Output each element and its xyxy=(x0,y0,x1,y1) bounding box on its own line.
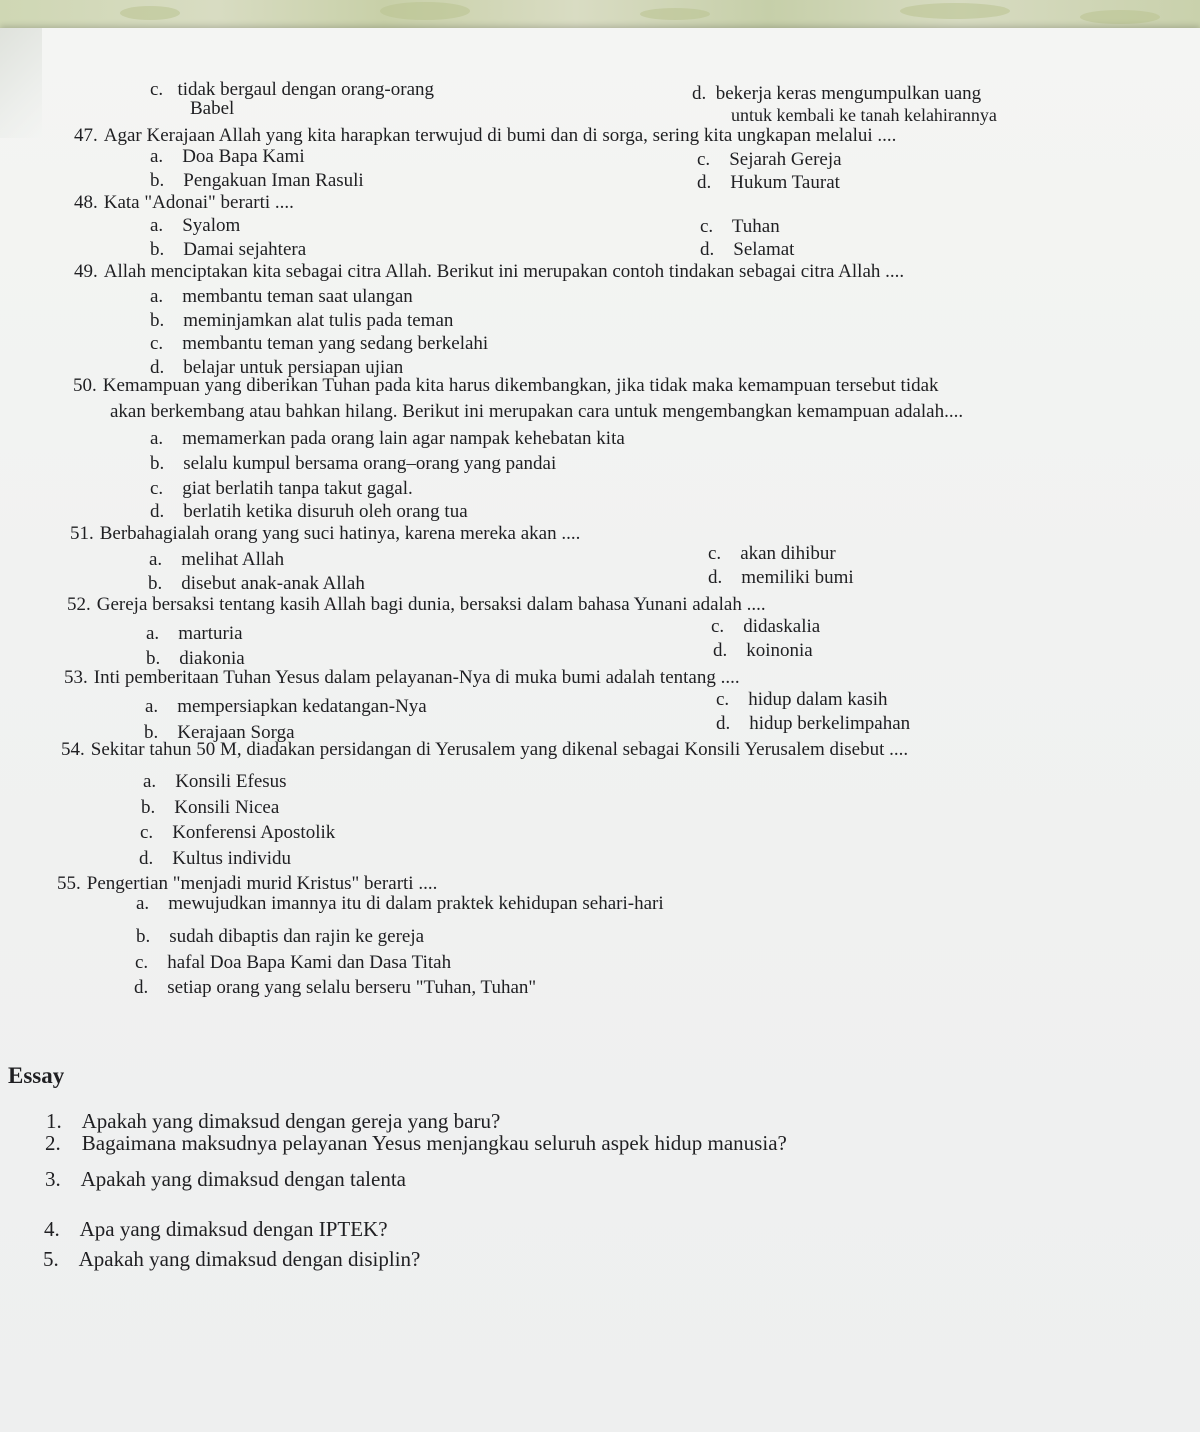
q54-option-c: c. Konferensi Apostolik xyxy=(140,822,336,843)
q53-option-c: c. hidup dalam kasih xyxy=(716,689,888,710)
q55-option-b: b. sudah dibaptis dan rajin ke gereja xyxy=(136,926,425,947)
q50-option-c: c. giat berlatih tanpa takut gagal. xyxy=(150,478,413,499)
essay-heading: Essay xyxy=(8,1063,65,1088)
essay-item-5: 5. Apakah yang dimaksud dengan disiplin? xyxy=(43,1247,421,1271)
q53-option-d: d. hidup berkelimpahan xyxy=(716,713,911,734)
q53-option-a: a. mempersiapkan kedatangan-Nya xyxy=(145,696,427,717)
essay-item-4: 4. Apa yang dimaksud dengan IPTEK? xyxy=(44,1217,388,1241)
essay-item-1: 1. Apakah yang dimaksud dengan gereja yang baru? xyxy=(46,1109,501,1133)
q51-option-c: c. akan dihibur xyxy=(708,543,836,564)
question-51: 51. Berbahagialah orang yang suci hatinya, karena mereka akan .... xyxy=(70,523,581,544)
q48-option-b: b. Damai sejahtera xyxy=(150,239,307,260)
q55-option-c: c. hafal Doa Bapa Kami dan Dasa Titah xyxy=(135,952,452,973)
q49-option-b: b. meminjamkan alat tulis pada teman xyxy=(150,310,454,331)
question-52: 52. Gereja bersaksi tentang kasih Allah bagi dunia, bersaksi dalam bahasa Yunani adalah .... xyxy=(67,594,766,615)
q48-option-d: d. Selamat xyxy=(700,239,795,260)
q55-option-a: a. mewujudkan imannya itu di dalam praktek kehidupan sehari-hari xyxy=(136,893,664,914)
essay-item-3: 3. Apakah yang dimaksud dengan talenta xyxy=(45,1167,406,1191)
q46-option-c-cont: Babel xyxy=(190,98,235,119)
essay-item-2: 2. Bagaimana maksudnya pelayanan Yesus menjangkau seluruh aspek hidup manusia? xyxy=(45,1131,787,1155)
q49-option-a: a. membantu teman saat ulangan xyxy=(150,286,413,307)
q48-option-c: c. Tuhan xyxy=(700,216,780,237)
question-50: 50. Kemampuan yang diberikan Tuhan pada kita harus dikembangkan, jika tidak maka kemampuan tersebut tidak xyxy=(73,375,939,396)
q52-option-d: d. koinonia xyxy=(713,640,813,661)
question-53: 53. Inti pemberitaan Tuhan Yesus dalam pelayanan-Nya di muka bumi adalah tentang .... xyxy=(64,667,740,688)
q51-option-d: d. memiliki bumi xyxy=(708,567,854,588)
q47-option-b: b. Pengakuan Iman Rasuli xyxy=(150,170,364,191)
question-55: 55. Pengertian "menjadi murid Kristus" berarti .... xyxy=(57,873,438,894)
q50-option-a: a. memamerkan pada orang lain agar nampak kehebatan kita xyxy=(150,428,625,449)
q53-option-b: b. Kerajaan Sorga xyxy=(144,722,295,743)
q48-option-a: a. Syalom xyxy=(150,215,241,236)
q46-option-d-cont: untuk kembali ke tanah kelahirannya xyxy=(731,105,997,125)
question-47: 47. Agar Kerajaan Allah yang kita harapkan terwujud di bumi dan di sorga, sering kita ungkapan melalui .... xyxy=(74,125,897,146)
q54-option-d: d. Kultus individu xyxy=(139,848,292,869)
q50-option-b: b. selalu kumpul bersama orang–orang yang pandai xyxy=(150,453,557,474)
question-50-cont: akan berkembang atau bahkan hilang. Berikut ini merupakan cara untuk mengembangkan kemampuan adalah.... xyxy=(110,401,964,422)
q54-option-a: a. Konsili Efesus xyxy=(143,771,287,792)
question-49: 49. Allah menciptakan kita sebagai citra Allah. Berikut ini merupakan contoh tindakan sebagai citra Allah .... xyxy=(74,261,905,282)
q50-option-d: d. berlatih ketika disuruh oleh orang tua xyxy=(150,501,468,522)
q52-option-a: a. marturia xyxy=(146,623,243,644)
question-54: 54. Sekitar tahun 50 M, diadakan persidangan di Yerusalem yang dikenal sebagai Konsili Yerusalem disebut .... xyxy=(61,739,909,760)
question-48: 48. Kata "Adonai" berarti .... xyxy=(74,192,294,213)
q47-option-a: a. Doa Bapa Kami xyxy=(150,146,305,167)
q46-option-d: d. bekerja keras mengumpulkan uang xyxy=(692,83,982,104)
q51-option-b: b. disebut anak-anak Allah xyxy=(148,573,365,594)
q52-option-c: c. didaskalia xyxy=(711,616,821,637)
q49-option-c: c. membantu teman yang sedang berkelahi xyxy=(150,333,489,354)
q47-option-d: d. Hukum Taurat xyxy=(697,172,840,193)
q54-option-b: b. Konsili Nicea xyxy=(141,797,280,818)
q47-option-c: c. Sejarah Gereja xyxy=(697,149,842,170)
paper-fold-shadow xyxy=(0,28,42,138)
q46-option-c: c. tidak bergaul dengan orang-orang xyxy=(150,79,435,100)
q51-option-a: a. melihat Allah xyxy=(149,549,285,570)
q55-option-d: d. setiap orang yang selalu berseru "Tuhan, Tuhan" xyxy=(134,977,537,998)
q49-option-d: d. belajar untuk persiapan ujian xyxy=(150,357,404,378)
q52-option-b: b. diakonia xyxy=(146,648,245,669)
